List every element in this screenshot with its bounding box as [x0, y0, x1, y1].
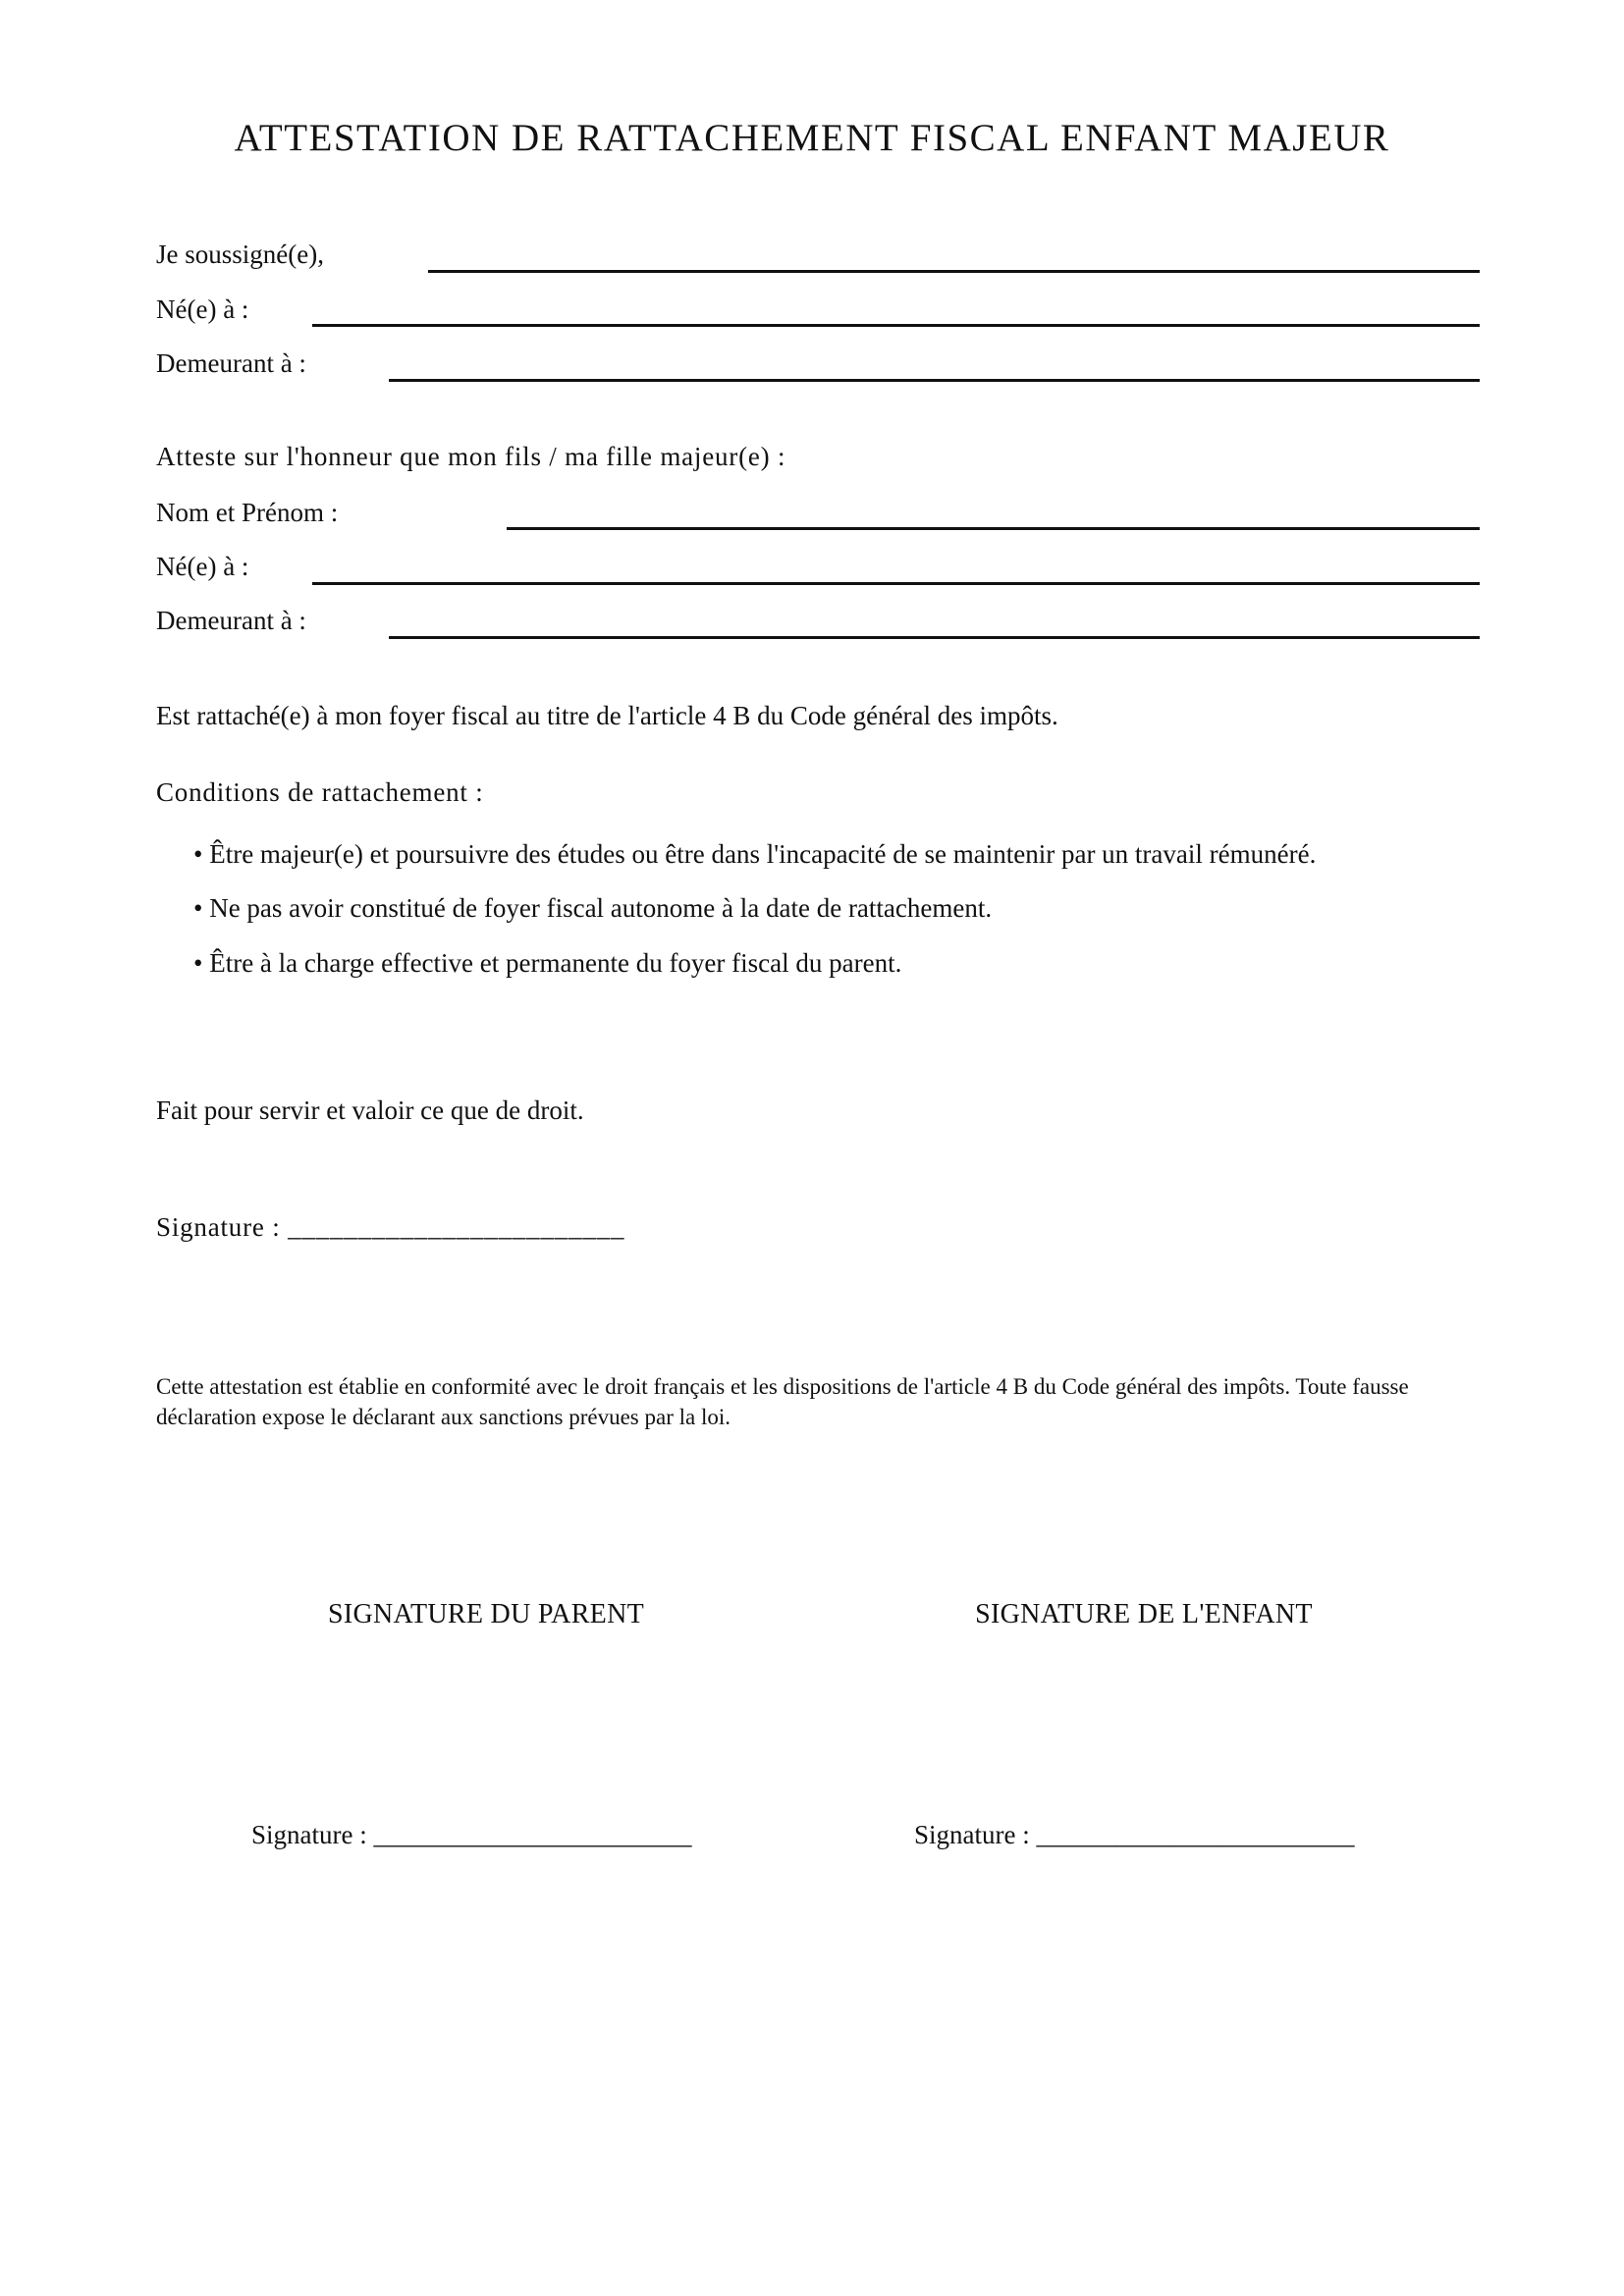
- parent-signature-line[interactable]: Signature : ________________________: [251, 1820, 692, 1849]
- undersigned-label: Je soussigné(e),: [156, 240, 324, 269]
- conditions-heading: Conditions de rattachement :: [156, 777, 484, 807]
- child-signature-heading: SIGNATURE DE L'ENFANT: [975, 1599, 1313, 1629]
- condition-item: • Être majeur(e) et poursuivre des études ou être dans l'incapacité de se maintenir par un travail rémunéré.: [193, 839, 1317, 869]
- legal-notice: Cette attestation est établie en conformité avec le droit français et les dispositions de l'article 4 B du Code général des impôts. Toute fausse déclaration expose le déclarant aux sanctions prévues par la loi.: [156, 1374, 1409, 1429]
- page-title: ATTESTATION DE RATTACHEMENT FISCAL ENFANT MAJEUR: [234, 117, 1390, 159]
- condition-item: • Être à la charge effective et permanente du foyer fiscal du parent.: [193, 948, 902, 978]
- condition-item: • Ne pas avoir constitué de foyer fiscal autonome à la date de rattachement.: [193, 893, 993, 923]
- child-signature-line[interactable]: Signature : ________________________: [914, 1820, 1355, 1849]
- signature-line[interactable]: Signature : ________________________: [156, 1212, 625, 1242]
- parent-birthplace-field[interactable]: [312, 324, 1480, 327]
- parent-born-label: Né(e) à :: [156, 294, 249, 324]
- child-born-label: Né(e) à :: [156, 552, 249, 581]
- undersigned-name-field[interactable]: [428, 270, 1480, 273]
- child-residing-label: Demeurant à :: [156, 606, 306, 635]
- attachment-statement: Est rattaché(e) à mon foyer fiscal au titre de l'article 4 B du Code général des impôts.: [156, 701, 1058, 730]
- child-address-field[interactable]: [389, 636, 1480, 639]
- parent-signature-heading: SIGNATURE DU PARENT: [327, 1599, 645, 1629]
- child-name-field[interactable]: [507, 527, 1480, 530]
- closing-text: Fait pour servir et valoir ce que de droit.: [156, 1095, 584, 1125]
- parent-address-field[interactable]: [389, 379, 1480, 382]
- child-name-label: Nom et Prénom :: [156, 498, 339, 527]
- parent-residing-label: Demeurant à :: [156, 348, 306, 378]
- child-intro-text: Atteste sur l'honneur que mon fils / ma fille majeur(e) :: [156, 442, 786, 471]
- child-birthplace-field[interactable]: [312, 582, 1480, 585]
